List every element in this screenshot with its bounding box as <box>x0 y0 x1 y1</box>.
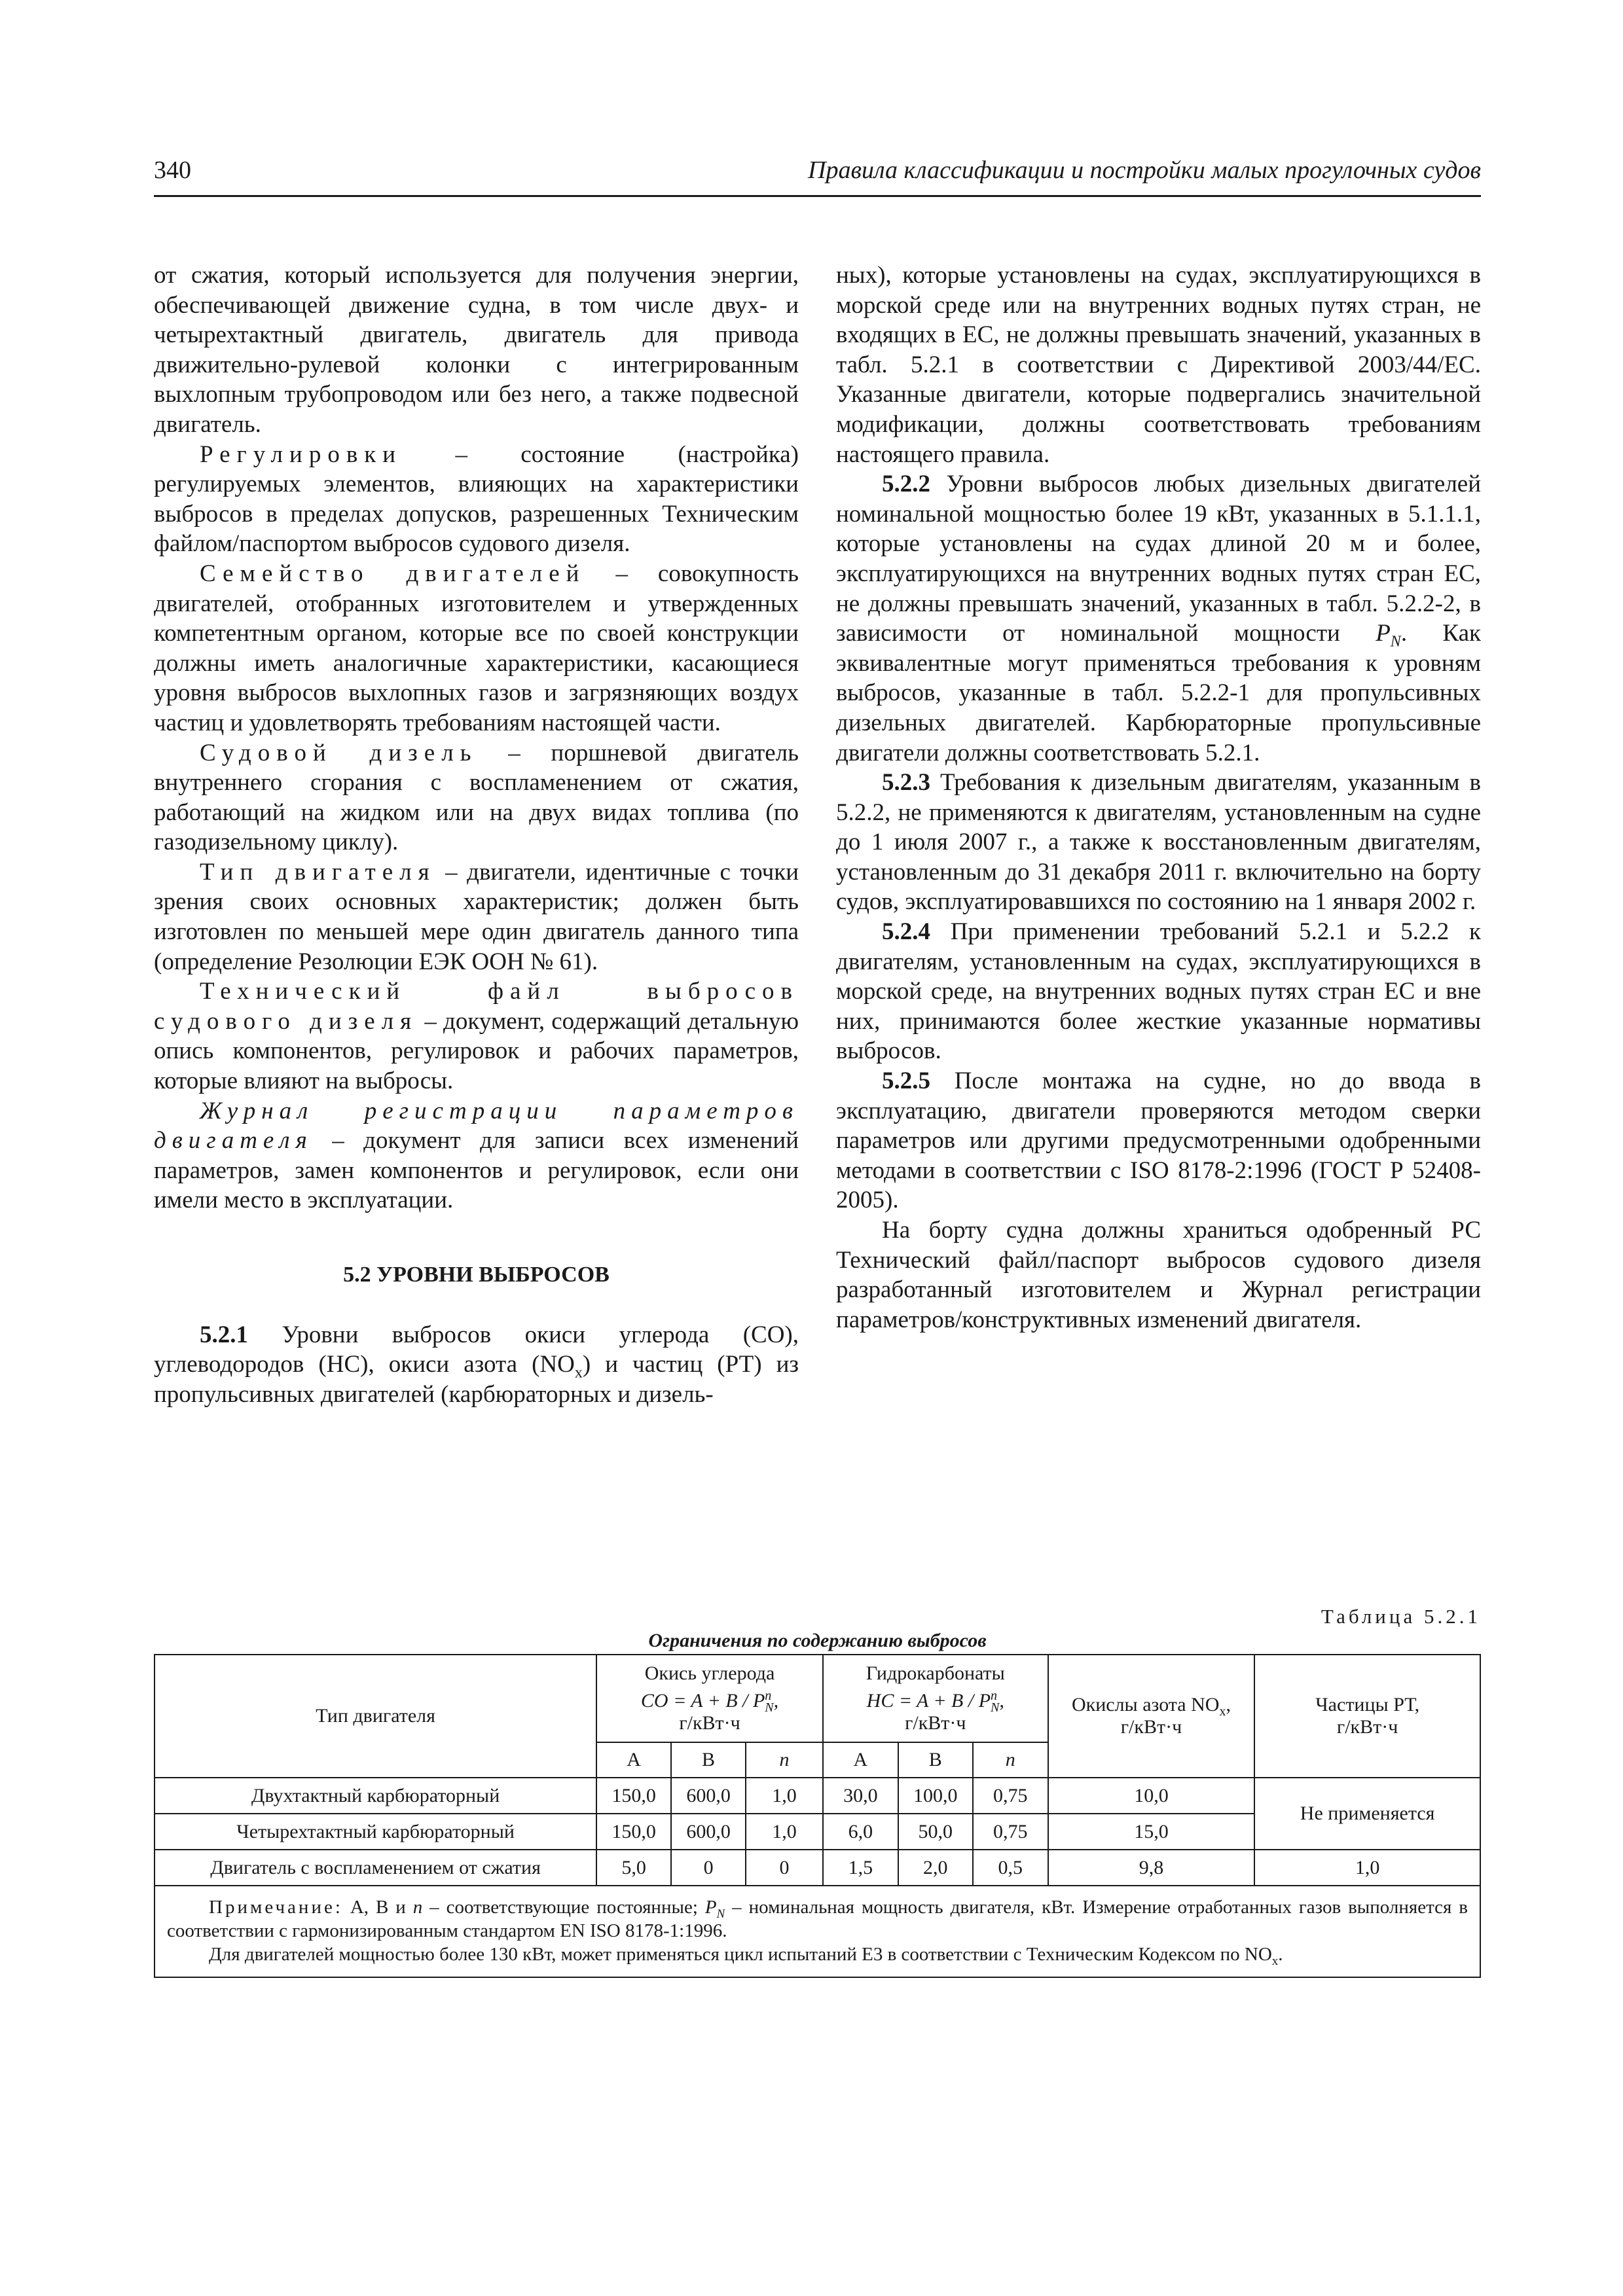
definition-technical-file <box>154 977 799 1096</box>
value-cell: 15,0 <box>1048 1814 1255 1850</box>
header-label: Частицы РТ, <box>1315 1694 1420 1715</box>
value-cell: 0,75 <box>973 1778 1048 1814</box>
clause-text: . Как эквивалентные могут применяться требования к уровням выбросов, указанные в табл. 5.2.2-1 для пропульсивных дизельных двигателей. Карбюраторные пропульсивные двигатели должны соответствовать 5.2.1. <box>836 620 1482 766</box>
header-pt <box>1254 1655 1480 1778</box>
emissions-table <box>154 1654 1481 1978</box>
value-cell: 30,0 <box>823 1778 898 1814</box>
unit-label: г/кВт·ч <box>679 1712 740 1734</box>
value-cell: 0 <box>746 1850 823 1886</box>
engine-type-cell: Двухтактный карбюраторный <box>155 1778 596 1814</box>
header-label: Гидрокарбонаты <box>866 1662 1005 1684</box>
table-title: Ограничения по содержанию выбросов <box>648 1630 987 1651</box>
engine-type-cell: Четырехтактный карбюраторный <box>155 1814 596 1850</box>
value-cell: 1,0 <box>746 1778 823 1814</box>
table-row <box>155 1778 1480 1814</box>
value-cell: 50,0 <box>898 1814 973 1850</box>
clause-number: 5.2.5 <box>882 1067 930 1095</box>
clause-5-2-2 <box>836 469 1481 768</box>
clause-number: 5.2.2 <box>882 471 930 498</box>
value-cell: 150,0 <box>596 1778 671 1814</box>
definition-record-book <box>154 1096 799 1215</box>
sub-header-n: n <box>746 1742 823 1778</box>
term: Регулировки <box>200 440 403 468</box>
note-paragraph: Примечание: А, В и n – соответствующие постоянные; $P_N$ – номинальная мощность двигателя, кВт. Измерение отработанных газов выполняется в соответствии с гармонизированным стандартом EN ISO 8178-1:1996. <box>167 1897 1468 1941</box>
clause-text: При применении требований 5.2.1 и 5.2.2 к двигателям, установленным на судах, эксплуатирующихся в морской среде, на внутренних водных путях стран ЕС и вне них, принимаются более жесткие указанные нормативы выбросов. <box>836 918 1481 1065</box>
unit-label: г/кВт·ч <box>1336 1716 1398 1738</box>
header-label: Окись углерода <box>644 1662 775 1684</box>
header-nox: Окислы азота $NO_x$, г/кВт·ч <box>1048 1655 1255 1778</box>
clause-5-2-3 <box>836 768 1481 917</box>
value-cell: 0,5 <box>973 1850 1048 1886</box>
sub-header-n: n <box>973 1742 1048 1778</box>
header-hc <box>823 1655 1048 1742</box>
sub-header-a: А <box>596 1742 671 1778</box>
subscript: x <box>1219 1704 1226 1719</box>
section-heading: 5.2 УРОВНИ ВЫБРОСОВ <box>343 1263 610 1287</box>
value-cell: 600,0 <box>671 1778 746 1814</box>
table-note <box>155 1886 1480 1977</box>
superscript: n <box>991 1689 998 1703</box>
clause-text: Уровни выбросов окиси углерода (СО), углеводородов (НС), окиси азота (NO <box>154 1321 799 1378</box>
engine-type-cell: Двигатель с воспламенением от сжатия <box>155 1850 596 1886</box>
subscript: N <box>765 1700 774 1715</box>
definition-text: – состояние (настройка) регулируемых элементов, влияющих на характеристики выбросов в пределах допусков, разрешенных Техническим файлом/паспортом выбросов судового дизеля. <box>154 440 799 558</box>
subscript: N <box>991 1700 1000 1715</box>
hc-formula: HC = $A + B / P^n_N$, <box>866 1689 1004 1715</box>
value-cell: 2,0 <box>898 1850 973 1886</box>
running-title: Правила классификации и постройки малых прогулочных судов <box>808 156 1481 184</box>
clause-number: 5.2.4 <box>882 918 930 946</box>
definition-regulirovki <box>154 440 799 559</box>
definition-engine-type <box>154 857 799 977</box>
clause-text: Требования к дизельным двигателям, указанным в 5.2.2, не применяются к двигателям, установленным на судне до 1 июля 2007 г., а также к восстановленным двигателям, установленным до 31 декабря 2011 г. включительно на борту судов, эксплуатировавшихся по состоянию на 1 января 2002 г. <box>836 769 1481 916</box>
clause-number: 5.2.1 <box>200 1321 248 1348</box>
clause-5-2-1 <box>154 1320 799 1410</box>
term: Судовой дизель <box>200 739 478 766</box>
definition-text: – документ, содержащий детальную опись компонентов, регулировок и рабочих параметров, которые влияют на выбросы. <box>154 1007 799 1095</box>
subscript: N <box>1390 633 1401 651</box>
clause-text: Уровни выбросов любых дизельных двигателей номинальной мощностью более 19 кВт, указанных в 5.1.1.1, которые установлены на судах длиной 20 м и более, эксплуатирующихся на внутренних водных путях стран ЕС, не должны превышать значений, указанных в табл. 5.2.2-2, в зависимости от номинальной мощности <box>836 471 1481 647</box>
header-label: Окислы азота NO <box>1071 1694 1220 1715</box>
value-cell: 5,0 <box>596 1850 671 1886</box>
sub-header-b: В <box>671 1742 746 1778</box>
value-cell: 600,0 <box>671 1814 746 1850</box>
sub-header-b: В <box>898 1742 973 1778</box>
definition-text: – двигатели, идентичные с точки зрения своих основных характеристик; должен быть изготовлен по меньшей мере один двигатель данного типа (определение Резолюции ЕЭК ООН № 61). <box>154 858 799 975</box>
subscript: x <box>574 1364 583 1382</box>
note-paragraph: Для двигателей мощностью более 130 кВт, может применяться цикл испытаний Е3 в соответствии с Техническим Кодексом по $NO_x$. <box>209 1944 1283 1968</box>
table-number: Таблица 5.2.1 <box>1321 1605 1481 1628</box>
clause-number: 5.2.3 <box>882 769 930 797</box>
note-label: Примечание: <box>209 1897 343 1918</box>
header-co <box>596 1655 823 1742</box>
co-formula: CO = $A + B / P^n_N$, <box>640 1689 779 1715</box>
clause-text: ) и частиц (РТ) из пропульсивных двигателей (карбюраторных и дизель- <box>154 1351 799 1408</box>
term: Тип двигателя <box>200 858 436 886</box>
right-column <box>836 260 1481 1335</box>
unit-label: г/кВт·ч <box>905 1712 966 1734</box>
clause-text: После монтажа на судне, но до ввода в эксплуатацию, двигатели проверяются методом сверки параметров или другими предусмотренными одобренными методами в соответствии с ISO 8178-2:1996 (ГОСТ Р 52408-2005). <box>836 1067 1481 1214</box>
header-engine-type: Тип двигателя <box>155 1655 596 1778</box>
definition-text: – совокупность двигателей, отобранных изготовителем и утвержденных компетентным органом, которые все по своей конструкции должны иметь аналогичные характеристики, касающиеся уровня выбросов выхлопных газов и загрязняющих воздух частиц и удовлетворять требованиям настоящей части. <box>154 560 799 736</box>
definition-marine-diesel <box>154 738 799 857</box>
page-header <box>154 156 1481 197</box>
definition-text: – поршневой двигатель внутреннего сгорания с воспламенением от сжатия, работающий на жидком или на двух видах топлива (по газодизельному циклу). <box>154 739 799 856</box>
value-cell: 1,0 <box>1254 1850 1480 1886</box>
term: Технический файл выбросов судового дизеля <box>154 978 799 1035</box>
clause-5-2-5 <box>836 1066 1481 1215</box>
term: Журнал регистрации параметров двигателя <box>154 1097 799 1155</box>
value-cell: 9,8 <box>1048 1850 1255 1886</box>
definition-text: – документ для записи всех изменений параметров, замен компонентов и регулировок, если они имели место в эксплуатации. <box>154 1127 799 1214</box>
definition-engine-family <box>154 559 799 738</box>
clause-5-2-4 <box>836 917 1481 1066</box>
paragraph: На борту судна должны храниться одобренный РС Технический файл/паспорт выбросов судового дизеля разработанный изготовителем и Журнал регистрации параметров/конструктивных изменений двигателя. <box>836 1217 1481 1333</box>
table-note-row <box>155 1886 1480 1977</box>
paragraph: ных), которые установлены на судах, эксплуатирующихся в морской среде или на внутренних водных путях стран, не входящих в ЕС, не должны превышать значений, указанных в табл. 5.2.1 в соответствии с Директивой 2003/44/ЕС. Указанные двигатели, которые подвергались значительной модификации, должны соответствовать требованиям настоящего правила. <box>836 262 1481 468</box>
value-cell: 150,0 <box>596 1814 671 1850</box>
page-number: 340 <box>154 156 191 184</box>
value-cell: 0 <box>671 1850 746 1886</box>
value-cell: 1,0 <box>746 1814 823 1850</box>
value-cell: 10,0 <box>1048 1778 1255 1814</box>
term: Семейство двигателей <box>200 560 586 587</box>
table-row <box>155 1850 1480 1886</box>
pt-not-applicable-cell: Не применяется <box>1254 1778 1480 1850</box>
value-cell: 6,0 <box>823 1814 898 1850</box>
unit-label: г/кВт·ч <box>1120 1716 1182 1738</box>
sub-header-a: А <box>823 1742 898 1778</box>
value-cell: 1,5 <box>823 1850 898 1886</box>
paragraph: от сжатия, который используется для получения энергии, обеспечивающей движение судна, в том числе двух- и четырехтактный двигатель, двигатель для привода движительно-рулевой колонки с интегрированным выхлопным трубопроводом или без него, а также подвесной двигатель. <box>154 262 799 438</box>
superscript: n <box>765 1689 772 1703</box>
value-cell: 0,75 <box>973 1814 1048 1850</box>
value-cell: 100,0 <box>898 1778 973 1814</box>
symbol: P <box>1376 620 1391 647</box>
left-column <box>154 260 799 1409</box>
